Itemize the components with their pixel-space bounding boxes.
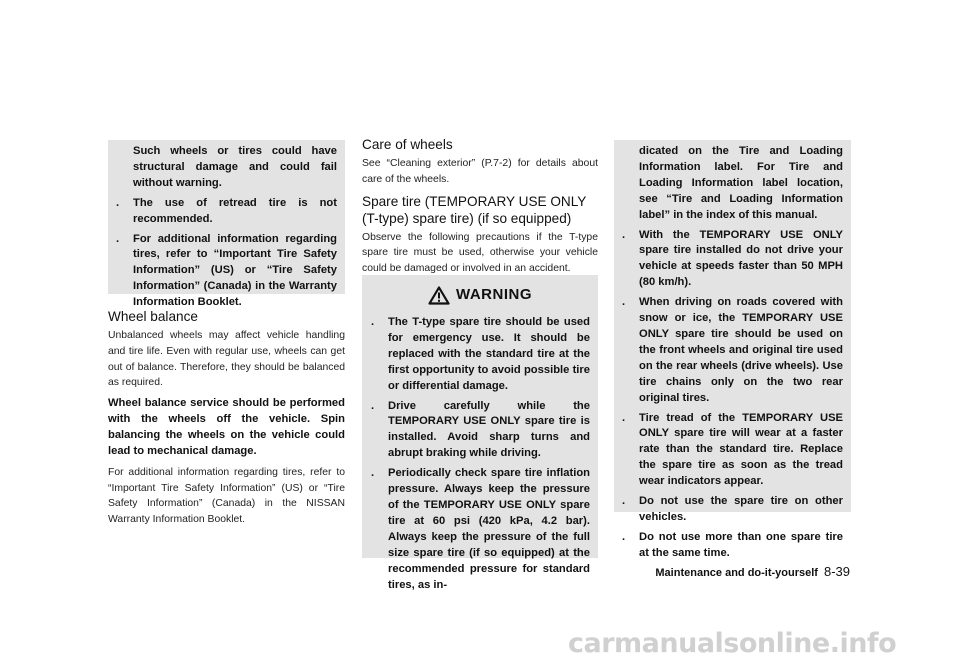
section-heading: Wheel balance (108, 309, 198, 324)
list-item (371, 399, 590, 463)
body-paragraph: Observe the following precautions if the T-type spare tire must be used, otherwise your vehicle could be damaged or involved in an accident. (362, 231, 598, 275)
bullet-dot: . (116, 232, 120, 245)
bullet-dot: . (622, 530, 626, 543)
continuation-text: dicated on the Tire and Loading Information label. For Tire and Loading Information label location, see “Tire and Loading Information label” in the index of this manual. (639, 145, 843, 221)
list-item (622, 530, 843, 562)
bullet-dot: . (371, 467, 375, 480)
list-item-text: Tire tread of the TEMPORARY USE ONLY spare tire will wear at a faster rate than the standard tire. Replace the spare tire as soon as the tread wear indicators appear. (639, 411, 843, 488)
list-item-text: Do not use more than one spare tire at the same time. (639, 530, 843, 559)
list-item-text: The T-type spare tire should be used for emergency use. It should be replaced with the standard tire at the first opportunity to avoid possible tire or differential damage. (388, 316, 590, 392)
warning-box (362, 275, 598, 591)
list-item-text: When driving on roads covered with snow or ice, the TEMPORARY USE ONLY spare tire should be used on the front wheels and original tire used on the rear wheels (drive wheels). Use tire chains only on the two rear original tires. (639, 296, 843, 404)
list-item-text: Periodically check spare tire inflation pressure. Always keep the pressure of the TEMPORARY USE ONLY spare tire at 60 psi (420 kPa, 4.2 bar). Always keep the pressure of the full size spare tire (if so equipped) at the recommended pressure for standard tires, as in- (388, 467, 590, 591)
body-paragraph: For additional information regarding tires, refer to “Important Tire Safety Information” (US) or “Tire Safety Information” (Canada) in the NISSAN Warranty Information Booklet. (108, 466, 345, 526)
bullet-dot: . (622, 228, 626, 241)
list-item (371, 466, 590, 593)
page-footer (640, 564, 850, 579)
bullet-dot: . (622, 495, 626, 508)
list-item (622, 411, 843, 491)
list-item (371, 315, 590, 395)
section-heading: Spare tire (TEMPORARY USE ONLY (T-type) spare tire) (if so equipped) (362, 193, 587, 226)
body-paragraph: Unbalanced wheels may affect vehicle handling and tire life. Even with regular use, wheels can get out of balance. Therefore, they should be balanced as required. (108, 330, 345, 389)
warning-box-continued (108, 140, 345, 309)
list-item-text: Drive carefully while the TEMPORARY USE ONLY spare tire is installed. Avoid sharp turns and abrupt braking while driving. (388, 399, 590, 460)
body-paragraph: See “Cleaning exterior” (P.7-2) for details about care of the wheels. (362, 158, 598, 185)
wheel-balance-section (108, 308, 345, 533)
bullet-dot: . (622, 411, 626, 424)
watermark: carmanualsonline.info (568, 628, 897, 659)
list-item (116, 196, 337, 228)
bullet-dot: . (116, 196, 120, 209)
warning-header (362, 275, 598, 315)
list-item (116, 232, 337, 312)
bold-paragraph: Wheel balance service should be performed with the wheels off the vehicle. Spin balancing the wheels on the vehicle could lead to mechanical damage. (108, 397, 345, 457)
list-item-text: With the TEMPORARY USE ONLY spare tire installed do not drive your vehicle at speeds faster than 50 MPH (80 km/h). (639, 228, 843, 289)
section-heading: Care of wheels (362, 137, 453, 152)
list-item-text: The use of retread tire is not recommended. (133, 196, 337, 225)
care-section (362, 136, 598, 282)
list-item (622, 228, 843, 292)
warning-box-continued (614, 140, 851, 559)
list-item (622, 494, 843, 526)
warning-title: WARNING (456, 286, 532, 304)
bullet-dot: . (371, 399, 375, 412)
list-item (622, 295, 843, 406)
bullet-dot: . (622, 296, 626, 309)
continuation-text: Such wheels or tires could have structural damage and could fail without warning. (133, 145, 337, 189)
page-number: 8-39 (823, 564, 850, 579)
bullet-dot: . (371, 316, 375, 328)
footer-section-title: Maintenance and do-it-yourself (655, 567, 818, 579)
warning-triangle-icon (428, 286, 450, 305)
list-item-text: Do not use the spare tire on other vehicles. (639, 495, 843, 523)
list-item-text: For additional information regarding tires, refer to “Important Tire Safety Information” (US) or “Tire Safety Information” (Canada) in the Warranty Information Booklet. (133, 232, 337, 309)
